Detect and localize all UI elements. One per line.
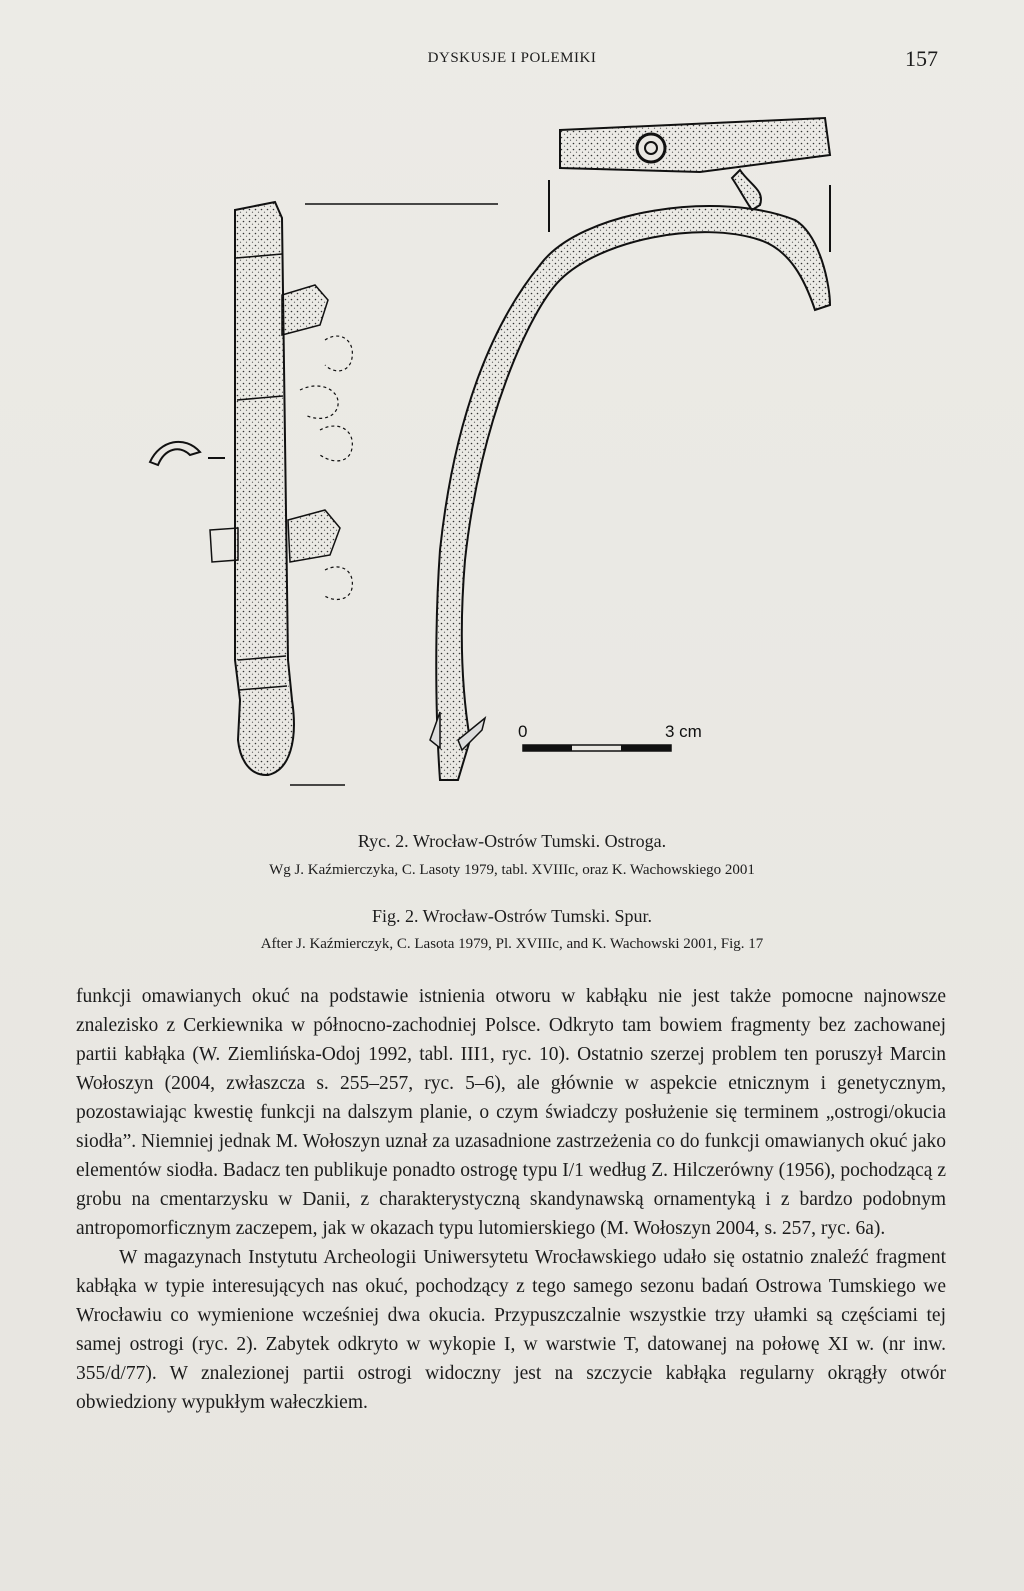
caption-polish-title: Ryc. 2. Wrocław-Ostrów Tumski. Ostroga. (357, 831, 667, 851)
running-head: DYSKUSJE I POLEMIKI (427, 50, 597, 66)
caption-english-title: Fig. 2. Wrocław-Ostrów Tumski. Spur. (372, 906, 652, 926)
caption-polish-source: Wg J. Kaźmierczyka, C. Lasoty 1979, tabl. XVIIIc, oraz K. Wachowskiego 2001 (269, 862, 755, 878)
paragraph-2: W magazynach Instytutu Archeologii Uniwersytetu Wrocławskiego udało się ostatnio znaleźć fragment kabłąka w typie interesujących nas okuć, pochodzący z tego samego sezonu badań Ostrowa Tumskiego we Wrocławiu co wymienione wcześniej dwa okucia. Przypuszczalnie wszystkie trzy ułamki są częściami tej samej ostrogi (ryc. 2). Zabytek odkryto w wykopie I, w warstwie T, datowanej na połowę XI w. (nr inw. 355/d/77). W znalezionej partii ostrogi widoczny jest na szczycie kabłąka regularny okrągły otwór obwiedziony wypukłym wałeczkiem. (76, 1247, 946, 1413)
page-number: 157 (905, 46, 938, 71)
scale-label-start: 0 (518, 722, 528, 741)
spur-drawing (140, 100, 860, 810)
cross-section (150, 442, 225, 465)
arch-top-view (560, 118, 830, 210)
scale-label-end: 3 cm (665, 722, 702, 741)
body-text (76, 982, 946, 1417)
caption-english-source: After J. Kaźmierczyk, C. Lasota 1979, Pl. XVIIIc, and K. Wachowski 2001, Fig. 17 (260, 936, 764, 952)
spur-illustration (140, 100, 860, 810)
paragraph-1: funkcji omawianych okuć na podstawie istnienia otworu w kabłąku nie jest także pomocne najnowsze znalezisko z Cerkiewnika w północno-zachodniej Polsce. Odkryto tam bowiem fragmenty bez zachowanej partii kabłąka (W. Ziemlińska-Odoj 1992, tabl. III1, ryc. 10). Ostatnio szerzej problem ten poruszył Marcin Wołoszyn (2004, zwłaszcza s. 255–257, ryc. 5–6), ale głównie w aspekcie etnicznym i genetycznym, pozostawiając kwestię funkcji na dalszym planie, o czym świadczy posłużenie się terminem „ostrogi/okucia siodła”. Niemniej jednak M. Wołoszyn uznał za uzasadnione zastrzeżenia co do funkcji omawianych okuć jako elementów siodła. Badacz ten publikuje ponadto ostrogę typu I/1 według Z. Hilczerówny (1956), pochodzącą z grobu na cmentarzysku w Danii, z charakterystyczną skandynawską ornamentyką i z bardzo podobnym antropomorficznym zaczepem, jak w okazach typu lutomierskiego (M. Wołoszyn 2004, s. 257, ryc. 6a). (76, 986, 946, 1239)
scale-bar (518, 722, 702, 751)
bar-fragment (210, 202, 352, 785)
arch-side-view (430, 206, 830, 780)
